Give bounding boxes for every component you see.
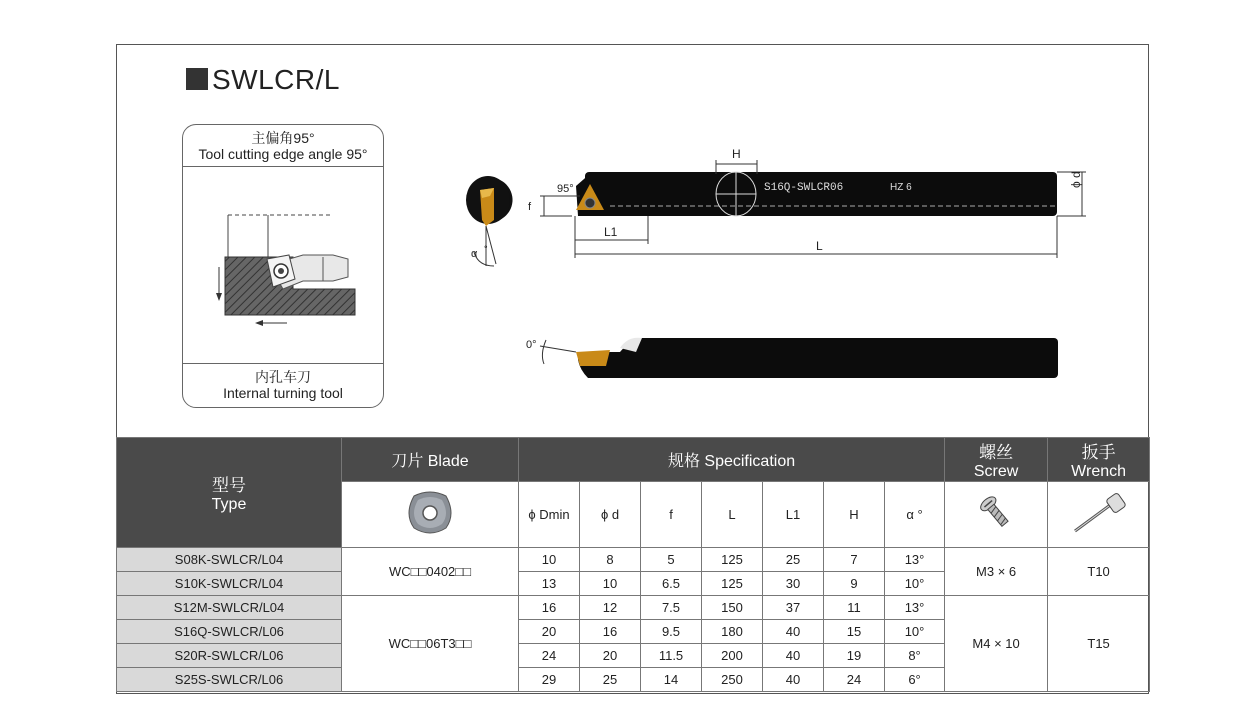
screw-group1: M3 × 6 bbox=[945, 548, 1048, 596]
cell: 29 bbox=[519, 668, 580, 692]
cell: 11 bbox=[824, 596, 885, 620]
cell: 7.5 bbox=[641, 596, 702, 620]
col-d: ϕ d bbox=[580, 482, 641, 548]
dim-L1-label: L1 bbox=[604, 225, 618, 239]
cell: 6° bbox=[885, 668, 945, 692]
col-f: f bbox=[641, 482, 702, 548]
cell: 16 bbox=[519, 596, 580, 620]
cell: 14 bbox=[641, 668, 702, 692]
alpha-label: α bbox=[471, 248, 478, 260]
cell: 10° bbox=[885, 620, 945, 644]
cell: 40 bbox=[763, 644, 824, 668]
type-header: 型号 Type bbox=[117, 438, 342, 548]
spec-table bbox=[116, 437, 1150, 692]
bar-top-view bbox=[528, 147, 1086, 258]
screw-icon bbox=[976, 493, 1016, 533]
cell: 10 bbox=[519, 548, 580, 572]
internal-turning-illustration bbox=[183, 167, 383, 363]
card-footer bbox=[183, 363, 383, 407]
cell: 9.5 bbox=[641, 620, 702, 644]
page-title bbox=[186, 64, 340, 96]
wrench-icon bbox=[1069, 491, 1129, 535]
cell: 40 bbox=[763, 668, 824, 692]
cell: 150 bbox=[702, 596, 763, 620]
cell: 30 bbox=[763, 572, 824, 596]
col-L1: L1 bbox=[763, 482, 824, 548]
wrench-header: 扳手 Wrench bbox=[1048, 438, 1150, 482]
blade-image-cell bbox=[342, 482, 519, 548]
wrench-group1: T10 bbox=[1048, 548, 1150, 596]
card-header bbox=[183, 125, 383, 167]
blade-group1: WC□□0402□□ bbox=[342, 548, 519, 596]
cell: 9 bbox=[824, 572, 885, 596]
bar-engraving: S16Q-SWLCR06 bbox=[764, 182, 844, 194]
cell: 250 bbox=[702, 668, 763, 692]
screw-image-cell bbox=[945, 482, 1048, 548]
angle-95-label: 95° bbox=[557, 183, 574, 195]
type-cell: S12M-SWLCR/L04 bbox=[117, 596, 342, 620]
cell: 16 bbox=[580, 620, 641, 644]
blade-header: 刀片 Blade bbox=[342, 438, 519, 482]
card-footer-cn: 内孔车刀 bbox=[255, 369, 311, 385]
dim-f-label: f bbox=[528, 201, 532, 213]
cell: 125 bbox=[702, 572, 763, 596]
cell: 37 bbox=[763, 596, 824, 620]
end-view bbox=[466, 176, 513, 266]
cell: 25 bbox=[580, 668, 641, 692]
col-dmin: ϕ Dmin bbox=[519, 482, 580, 548]
card-header-cn: 主偏角95° bbox=[251, 130, 315, 146]
spec-header: 规格 Specification bbox=[519, 438, 945, 482]
screw-group2: M4 × 10 bbox=[945, 596, 1048, 692]
cell: 40 bbox=[763, 620, 824, 644]
cell: 5 bbox=[641, 548, 702, 572]
bar-mark: HZ 6 bbox=[890, 182, 912, 193]
dim-H-label: H bbox=[732, 147, 741, 161]
bar-side-view bbox=[526, 338, 1058, 378]
cell: 20 bbox=[580, 644, 641, 668]
cell: 11.5 bbox=[641, 644, 702, 668]
cell: 25 bbox=[763, 548, 824, 572]
title-text: SWLCR/L bbox=[212, 64, 340, 95]
blade-insert-icon bbox=[402, 488, 458, 538]
cell: 200 bbox=[702, 644, 763, 668]
svg-text:°: ° bbox=[484, 244, 488, 254]
boring-bar-drawing bbox=[460, 140, 1100, 390]
type-cell: S20R-SWLCR/L06 bbox=[117, 644, 342, 668]
col-L: L bbox=[702, 482, 763, 548]
cell: 24 bbox=[519, 644, 580, 668]
type-cell: S08K-SWLCR/L04 bbox=[117, 548, 342, 572]
cell: 10 bbox=[580, 572, 641, 596]
cell: 13° bbox=[885, 596, 945, 620]
cell: 180 bbox=[702, 620, 763, 644]
dim-L-label: L bbox=[816, 239, 823, 253]
wrench-group2: T15 bbox=[1048, 596, 1150, 692]
title-square-icon bbox=[186, 68, 208, 90]
type-cell: S25S-SWLCR/L06 bbox=[117, 668, 342, 692]
cell: 24 bbox=[824, 668, 885, 692]
cell: 8 bbox=[580, 548, 641, 572]
col-alpha: α ° bbox=[885, 482, 945, 548]
type-cell: S16Q-SWLCR/L06 bbox=[117, 620, 342, 644]
col-H: H bbox=[824, 482, 885, 548]
cell: 13 bbox=[519, 572, 580, 596]
cell: 12 bbox=[580, 596, 641, 620]
cell: 20 bbox=[519, 620, 580, 644]
card-header-en: Tool cutting edge angle 95° bbox=[198, 146, 368, 162]
cell: 125 bbox=[702, 548, 763, 572]
cell: 8° bbox=[885, 644, 945, 668]
cell: 10° bbox=[885, 572, 945, 596]
card-footer-en: Internal turning tool bbox=[223, 385, 343, 401]
cell: 6.5 bbox=[641, 572, 702, 596]
cell: 19 bbox=[824, 644, 885, 668]
type-cell: S10K-SWLCR/L04 bbox=[117, 572, 342, 596]
cell: 7 bbox=[824, 548, 885, 572]
illustration-card bbox=[182, 124, 384, 408]
blade-group2: WC□□06T3□□ bbox=[342, 596, 519, 692]
cell: 15 bbox=[824, 620, 885, 644]
screw-header: 螺丝 Screw bbox=[945, 438, 1048, 482]
cell: 13° bbox=[885, 548, 945, 572]
wrench-image-cell bbox=[1048, 482, 1150, 548]
angle-0-label: 0° bbox=[526, 339, 537, 351]
dim-d-label: ϕ d bbox=[1069, 171, 1083, 188]
